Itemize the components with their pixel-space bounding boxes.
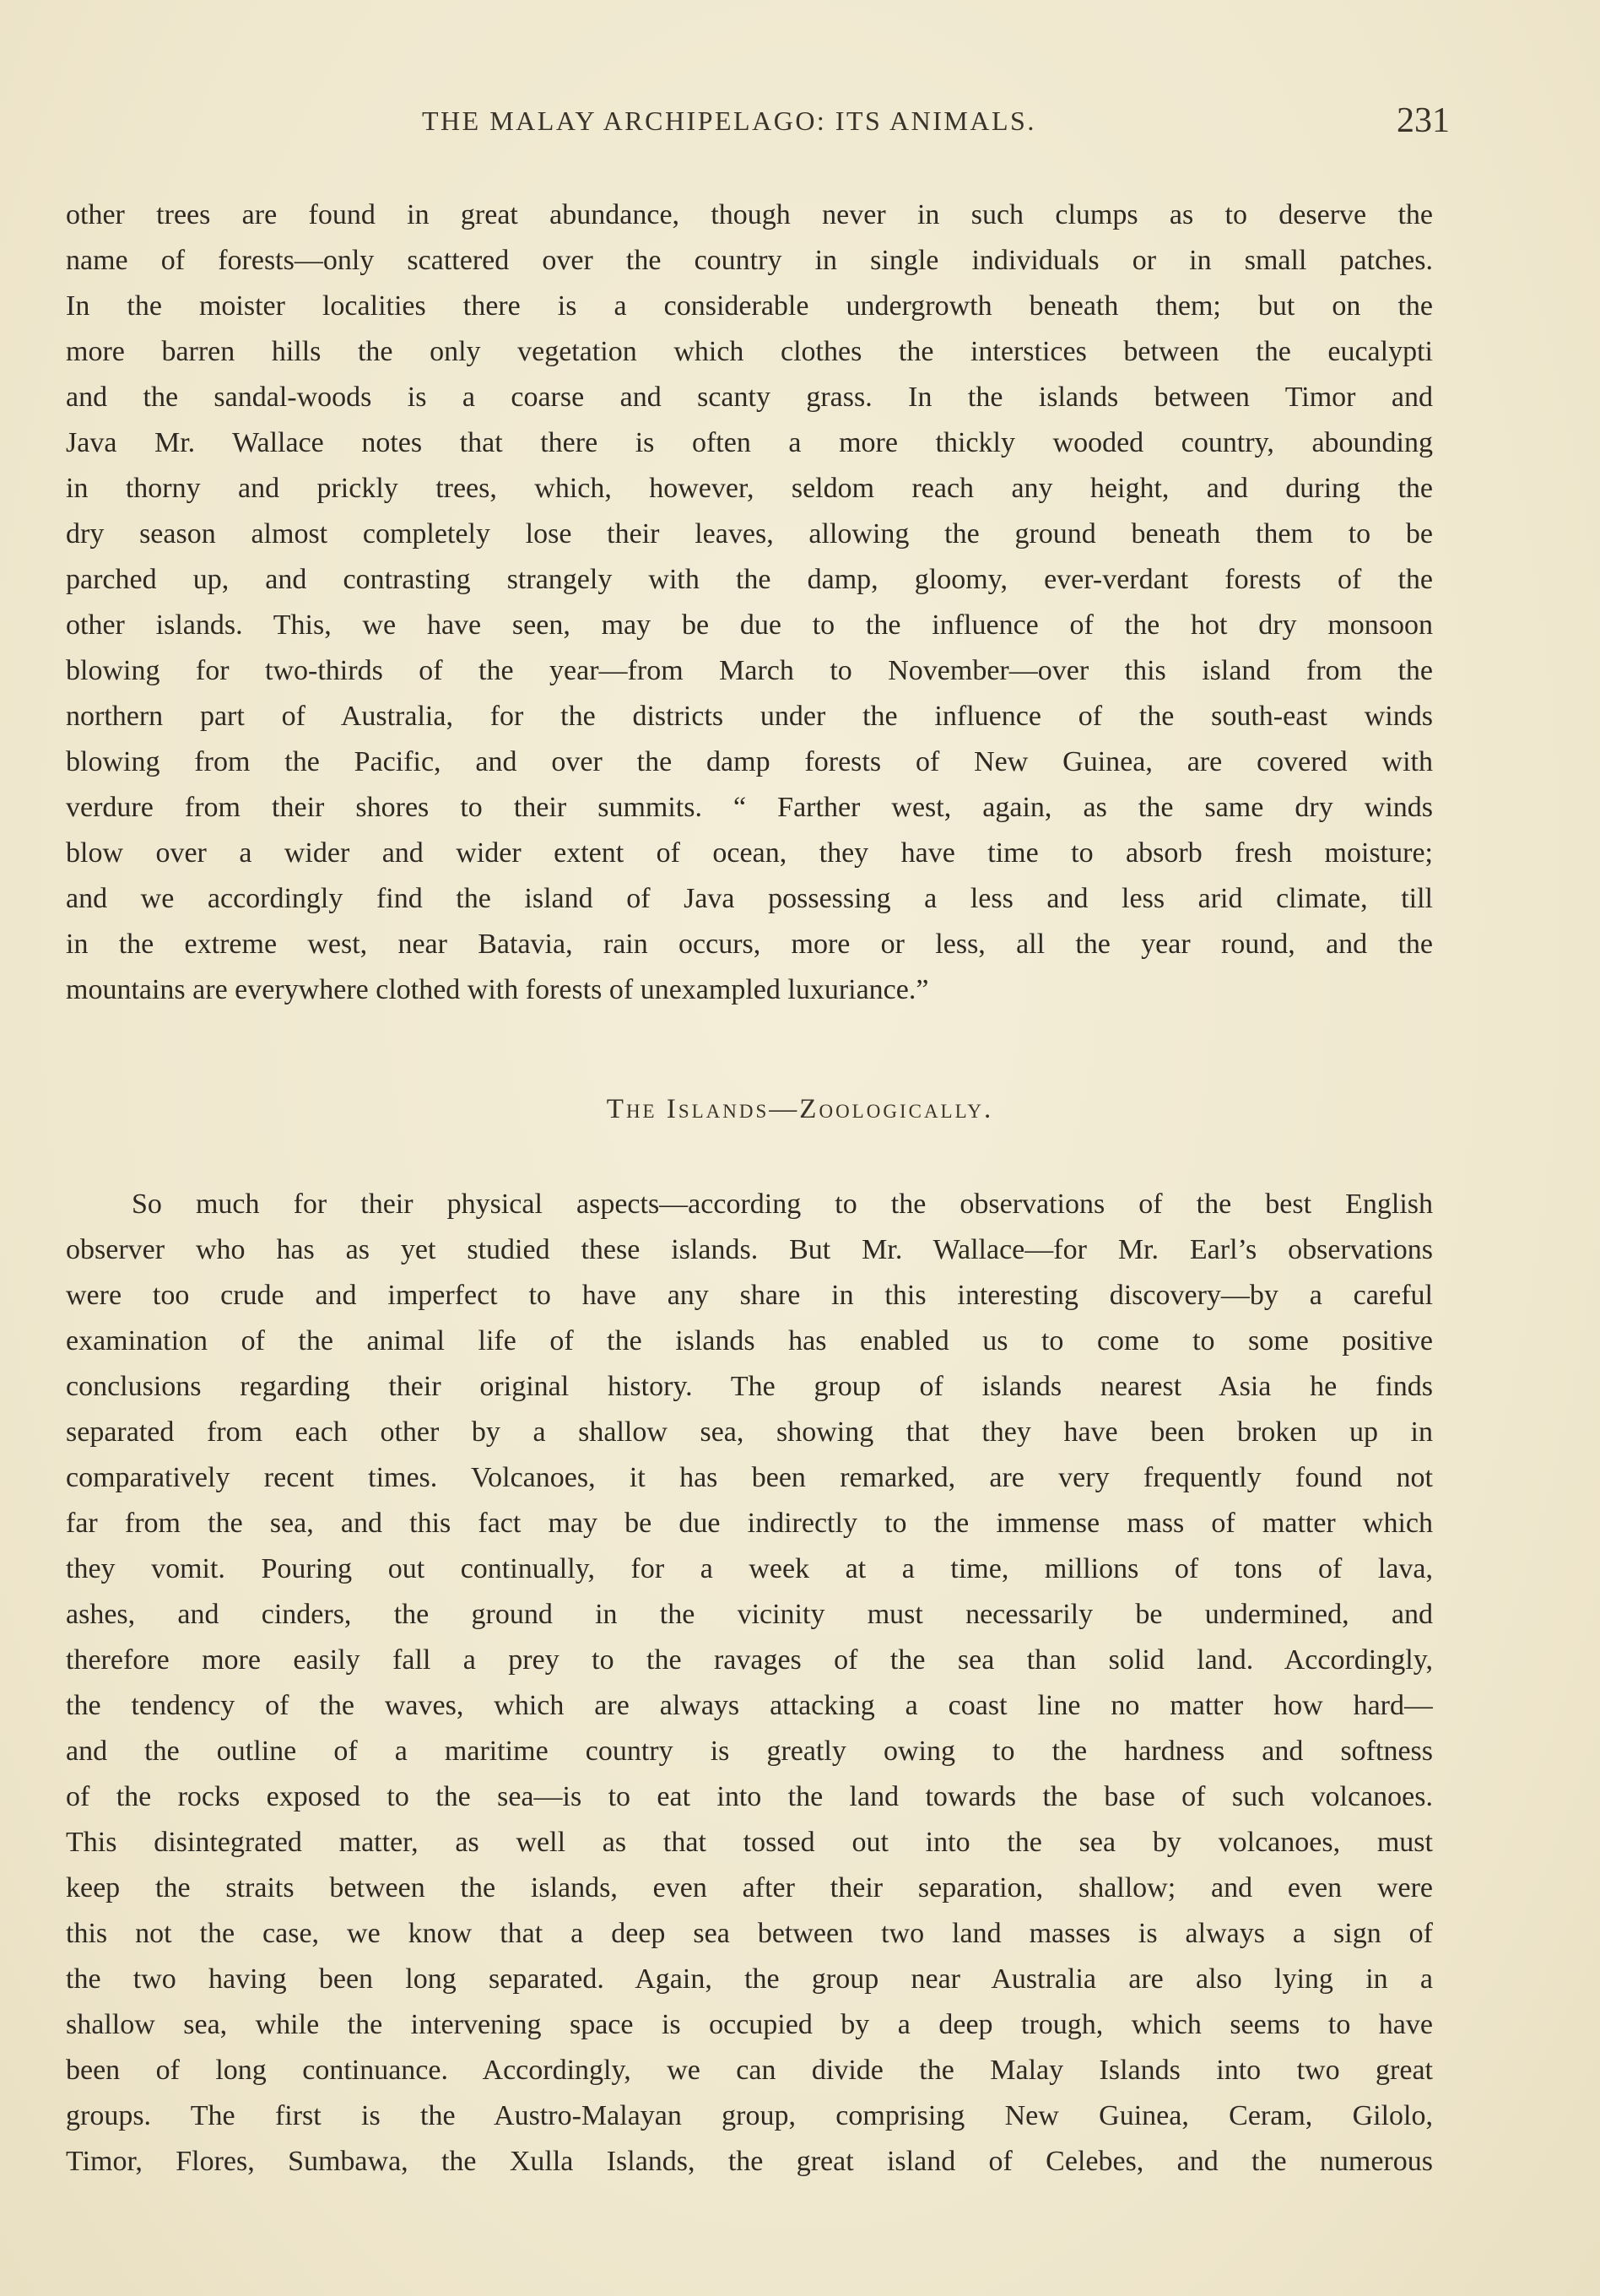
page-number: 231 — [1397, 101, 1450, 140]
text-line: ashes, and cinders, the ground in the vicinity must necessarily be undermined, and — [66, 1599, 1433, 1630]
text-line: blowing from the Pacific, and over the damp forests of New Guinea, are covered with — [66, 746, 1433, 777]
text-line: and we accordingly find the island of Java possessing a less and less arid climate, till — [66, 883, 1433, 914]
text-line: groups. The first is the Austro-Malayan group, comprising New Guinea, Ceram, Gilolo, — [66, 2100, 1433, 2131]
text-line: parched up, and contrasting strangely with the damp, gloomy, ever-verdant forests of the — [66, 564, 1433, 595]
text-line: other islands. This, we have seen, may be due to the influence of the hot dry monsoon — [66, 609, 1433, 641]
text-line: the two having been long separated. Again, the group near Australia are also lying in a — [66, 1963, 1433, 1995]
text-line: northern part of Australia, for the districts under the influence of the south-east winds — [66, 701, 1433, 732]
text-line: were too crude and imperfect to have any share in this interesting discovery—by a careful — [66, 1280, 1433, 1311]
text-line: blowing for two-thirds of the year—from March to November—over this island from the — [66, 655, 1433, 686]
section-heading: The Islands—Zoologically. — [606, 1094, 994, 1124]
text-line: shallow sea, while the intervening space is occupied by a deep trough, which seems to have — [66, 2009, 1433, 2040]
text-line: this not the case, we know that a deep sea between two land masses is always a sign of — [66, 1918, 1433, 1949]
text-line: So much for their physical aspects—according to the observations of the best English — [132, 1189, 1433, 1220]
text-line: far from the sea, and this fact may be due indirectly to the immense mass of matter which — [66, 1508, 1433, 1539]
text-line: the tendency of the waves, which are always attacking a coast line no matter how hard— — [66, 1690, 1433, 1721]
text-line: observer who has as yet studied these islands. But Mr. Wallace—for Mr. Earl’s observations — [66, 1234, 1433, 1265]
text-line: blow over a wider and wider extent of ocean, they have time to absorb fresh moisture; — [66, 837, 1433, 869]
text-line: in the extreme west, near Batavia, rain occurs, more or less, all the year round, and the — [66, 929, 1433, 960]
text-line: Timor, Flores, Sumbawa, the Xulla Islands, the great island of Celebes, and the numerous — [66, 2146, 1433, 2177]
text-line: verdure from their shores to their summits. “ Farther west, again, as the same dry winds — [66, 792, 1433, 823]
text-line: in thorny and prickly trees, which, however, seldom reach any height, and during the — [66, 473, 1433, 504]
text-line: separated from each other by a shallow sea, showing that they have been broken up in — [66, 1416, 1433, 1448]
paragraph-zoology — [66, 1182, 1433, 2185]
text-line: more barren hills the only vegetation which clothes the interstices between the eucalypti — [66, 336, 1433, 367]
text-line: been of long continuance. Accordingly, we can divide the Malay Islands into two great — [66, 2055, 1433, 2086]
text-line: of the rocks exposed to the sea—is to eat into the land towards the base of such volcanoes. — [66, 1781, 1433, 1812]
text-line: other trees are found in great abundance, though never in such clumps as to deserve the — [66, 199, 1433, 230]
text-line: comparatively recent times. Volcanoes, it has been remarked, are very frequently found not — [66, 1462, 1433, 1493]
text-line: therefore more easily fall a prey to the ravages of the sea than solid land. Accordingly, — [66, 1644, 1433, 1676]
paragraph-vegetation — [66, 192, 1433, 1013]
text-line: dry season almost completely lose their leaves, allowing the ground beneath them to be — [66, 518, 1433, 550]
running-head — [0, 101, 1600, 156]
running-title: THE MALAY ARCHIPELAGO: ITS ANIMALS. — [422, 106, 1036, 136]
text-line: This disintegrated matter, as well as that tossed out into the sea by volcanoes, must — [66, 1827, 1433, 1858]
text-line: Java Mr. Wallace notes that there is often a more thickly wooded country, abounding — [66, 427, 1433, 458]
text-line: name of forests—only scattered over the country in single individuals or in small patches. — [66, 245, 1433, 276]
text-line: and the sandal-woods is a coarse and scanty grass. In the islands between Timor and — [66, 382, 1433, 413]
text-line: mountains are everywhere clothed with forests of unexampled luxuriance.” — [66, 974, 929, 1005]
text-line: they vomit. Pouring out continually, for a week at a time, millions of tons of lava, — [66, 1553, 1433, 1584]
text-line: and the outline of a maritime country is greatly owing to the hardness and softness — [66, 1736, 1433, 1767]
text-line: examination of the animal life of the islands has enabled us to come to some positive — [66, 1325, 1433, 1356]
text-line: conclusions regarding their original history. The group of islands nearest Asia he finds — [66, 1371, 1433, 1402]
text-line: keep the straits between the islands, even after their separation, shallow; and even were — [66, 1872, 1433, 1903]
text-line: In the moister localities there is a considerable undergrowth beneath them; but on the — [66, 290, 1433, 322]
